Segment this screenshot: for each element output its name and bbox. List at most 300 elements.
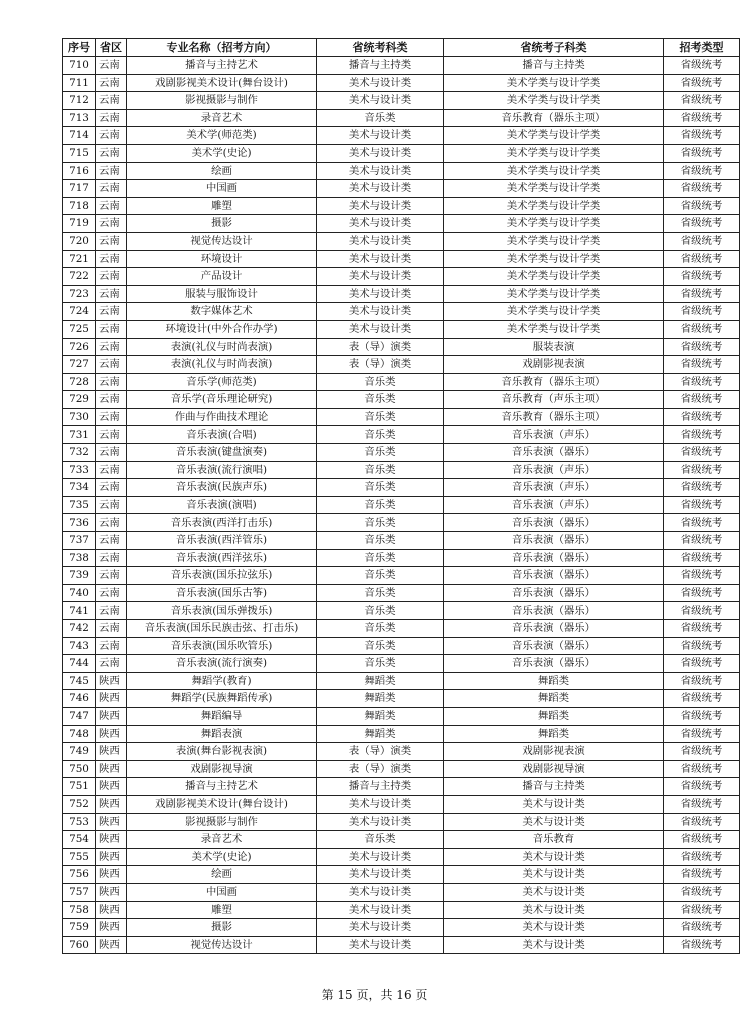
row-exam-category: 音乐类	[317, 391, 444, 409]
table-row	[63, 162, 740, 180]
row-admission-type: 省级统考	[664, 162, 740, 180]
row-exam-category: 美术与设计类	[317, 250, 444, 268]
row-province: 云南	[96, 356, 127, 374]
table-row	[63, 778, 740, 796]
row-exam-subcategory: 舞蹈类	[444, 725, 664, 743]
row-exam-subcategory: 音乐表演（器乐）	[444, 444, 664, 462]
row-index: 739	[63, 567, 96, 585]
row-exam-category: 音乐类	[317, 567, 444, 585]
row-exam-subcategory: 美术学类与设计学类	[444, 74, 664, 92]
row-major: 中国画	[127, 883, 317, 901]
row-exam-category: 音乐类	[317, 444, 444, 462]
row-province: 云南	[96, 532, 127, 550]
table-row	[63, 936, 740, 954]
row-major: 摄影	[127, 215, 317, 233]
row-admission-type: 省级统考	[664, 866, 740, 884]
row-exam-category: 美术与设计类	[317, 883, 444, 901]
row-exam-subcategory: 音乐教育（器乐主项）	[444, 373, 664, 391]
row-major: 雕塑	[127, 197, 317, 215]
page-footer: 第 15 页，共 16 页	[321, 988, 428, 1002]
row-major: 播音与主持艺术	[127, 778, 317, 796]
row-exam-category: 美术与设计类	[317, 848, 444, 866]
row-exam-subcategory: 音乐表演（器乐）	[444, 637, 664, 655]
table-row	[63, 725, 740, 743]
row-major: 音乐表演(西洋管乐)	[127, 532, 317, 550]
row-province: 云南	[96, 144, 127, 162]
row-major: 表演(舞台影视表演)	[127, 743, 317, 761]
row-exam-subcategory: 音乐表演（器乐）	[444, 655, 664, 673]
row-admission-type: 省级统考	[664, 637, 740, 655]
row-major: 录音艺术	[127, 109, 317, 127]
row-exam-subcategory: 音乐表演（器乐）	[444, 602, 664, 620]
row-province: 陕西	[96, 866, 127, 884]
row-exam-subcategory: 音乐教育	[444, 831, 664, 849]
row-admission-type: 省级统考	[664, 268, 740, 286]
row-exam-subcategory: 美术学类与设计学类	[444, 92, 664, 110]
row-province: 云南	[96, 162, 127, 180]
table-row	[63, 232, 740, 250]
row-major: 影视摄影与制作	[127, 92, 317, 110]
row-admission-type: 省级统考	[664, 655, 740, 673]
row-major: 产品设计	[127, 268, 317, 286]
row-index: 745	[63, 672, 96, 690]
row-exam-category: 音乐类	[317, 602, 444, 620]
row-major: 戏剧影视导演	[127, 760, 317, 778]
row-major: 音乐表演(流行演奏)	[127, 655, 317, 673]
row-index: 724	[63, 303, 96, 321]
table-row	[63, 303, 740, 321]
row-exam-subcategory: 音乐表演（声乐）	[444, 479, 664, 497]
row-exam-category: 音乐类	[317, 426, 444, 444]
row-province: 陕西	[96, 778, 127, 796]
row-province: 陕西	[96, 848, 127, 866]
row-index: 741	[63, 602, 96, 620]
table-row	[63, 848, 740, 866]
row-province: 云南	[96, 620, 127, 638]
row-admission-type: 省级统考	[664, 109, 740, 127]
table-row	[63, 391, 740, 409]
row-exam-category: 音乐类	[317, 637, 444, 655]
row-index: 746	[63, 690, 96, 708]
row-province: 云南	[96, 338, 127, 356]
table-row	[63, 479, 740, 497]
row-major: 音乐表演(国乐民族击弦、打击乐)	[127, 620, 317, 638]
row-exam-subcategory: 戏剧影视表演	[444, 743, 664, 761]
row-major: 舞蹈编导	[127, 707, 317, 725]
row-major: 服装与服饰设计	[127, 285, 317, 303]
row-major: 美术学(师范类)	[127, 127, 317, 145]
table-row	[63, 127, 740, 145]
row-index: 758	[63, 901, 96, 919]
row-exam-subcategory: 美术与设计类	[444, 795, 664, 813]
row-province: 云南	[96, 408, 127, 426]
row-admission-type: 省级统考	[664, 690, 740, 708]
row-major: 绘画	[127, 162, 317, 180]
row-exam-category: 美术与设计类	[317, 285, 444, 303]
row-admission-type: 省级统考	[664, 848, 740, 866]
row-index: 735	[63, 496, 96, 514]
row-admission-type: 省级统考	[664, 197, 740, 215]
row-exam-subcategory: 音乐教育（器乐主项）	[444, 408, 664, 426]
row-exam-category: 美术与设计类	[317, 813, 444, 831]
row-major: 音乐表演(键盘演奏)	[127, 444, 317, 462]
row-province: 云南	[96, 461, 127, 479]
row-exam-category: 美术与设计类	[317, 162, 444, 180]
table-row	[63, 197, 740, 215]
table-row	[63, 338, 740, 356]
table-row	[63, 602, 740, 620]
row-major: 音乐表演(民族声乐)	[127, 479, 317, 497]
row-major: 舞蹈学(教育)	[127, 672, 317, 690]
row-admission-type: 省级统考	[664, 795, 740, 813]
row-admission-type: 省级统考	[664, 232, 740, 250]
row-index: 716	[63, 162, 96, 180]
row-province: 云南	[96, 127, 127, 145]
row-index: 727	[63, 356, 96, 374]
table-row	[63, 901, 740, 919]
row-exam-category: 音乐类	[317, 408, 444, 426]
row-province: 陕西	[96, 813, 127, 831]
row-exam-subcategory: 美术与设计类	[444, 901, 664, 919]
row-admission-type: 省级统考	[664, 496, 740, 514]
row-major: 录音艺术	[127, 831, 317, 849]
table-row	[63, 215, 740, 233]
table-row	[63, 637, 740, 655]
row-exam-category: 音乐类	[317, 496, 444, 514]
row-province: 云南	[96, 514, 127, 532]
row-major: 音乐表演(国乐吹管乐)	[127, 637, 317, 655]
row-admission-type: 省级统考	[664, 725, 740, 743]
row-major: 舞蹈学(民族舞蹈传承)	[127, 690, 317, 708]
row-exam-subcategory: 美术与设计类	[444, 848, 664, 866]
row-major: 播音与主持艺术	[127, 57, 317, 75]
row-exam-category: 美术与设计类	[317, 795, 444, 813]
row-admission-type: 省级统考	[664, 514, 740, 532]
row-exam-subcategory: 美术学类与设计学类	[444, 197, 664, 215]
table-row	[63, 74, 740, 92]
table-row	[63, 373, 740, 391]
row-major: 音乐表演(国乐弹拨乐)	[127, 602, 317, 620]
row-province: 云南	[96, 637, 127, 655]
row-major: 美术学(史论)	[127, 848, 317, 866]
row-exam-category: 音乐类	[317, 373, 444, 391]
row-index: 751	[63, 778, 96, 796]
row-index: 743	[63, 637, 96, 655]
row-exam-subcategory: 服装表演	[444, 338, 664, 356]
row-exam-subcategory: 舞蹈类	[444, 707, 664, 725]
row-major: 音乐表演(国乐拉弦乐)	[127, 567, 317, 585]
row-admission-type: 省级统考	[664, 303, 740, 321]
row-exam-subcategory: 音乐表演（声乐）	[444, 426, 664, 444]
row-exam-subcategory: 舞蹈类	[444, 690, 664, 708]
row-province: 云南	[96, 444, 127, 462]
row-province: 云南	[96, 250, 127, 268]
row-major: 音乐表演(西洋弦乐)	[127, 549, 317, 567]
row-province: 云南	[96, 180, 127, 198]
row-admission-type: 省级统考	[664, 831, 740, 849]
row-exam-subcategory: 美术学类与设计学类	[444, 303, 664, 321]
row-exam-category: 表（导）演类	[317, 760, 444, 778]
row-index: 711	[63, 74, 96, 92]
row-admission-type: 省级统考	[664, 320, 740, 338]
row-exam-subcategory: 播音与主持类	[444, 57, 664, 75]
row-exam-category: 舞蹈类	[317, 690, 444, 708]
row-index: 753	[63, 813, 96, 831]
row-exam-subcategory: 音乐表演（器乐）	[444, 567, 664, 585]
row-province: 云南	[96, 655, 127, 673]
table-row	[63, 813, 740, 831]
row-admission-type: 省级统考	[664, 549, 740, 567]
enrollment-table	[62, 38, 740, 954]
row-admission-type: 省级统考	[664, 250, 740, 268]
row-admission-type: 省级统考	[664, 180, 740, 198]
row-index: 752	[63, 795, 96, 813]
row-index: 760	[63, 936, 96, 954]
table-row	[63, 584, 740, 602]
row-province: 云南	[96, 74, 127, 92]
row-index: 721	[63, 250, 96, 268]
row-major: 音乐表演(国乐古筝)	[127, 584, 317, 602]
row-major: 影视摄影与制作	[127, 813, 317, 831]
row-index: 744	[63, 655, 96, 673]
row-province: 陕西	[96, 672, 127, 690]
header-exam-subcategory: 省统考子科类	[444, 39, 664, 57]
row-admission-type: 省级统考	[664, 356, 740, 374]
row-exam-subcategory: 美术与设计类	[444, 919, 664, 937]
row-exam-category: 表（导）演类	[317, 356, 444, 374]
row-admission-type: 省级统考	[664, 127, 740, 145]
table-row	[63, 57, 740, 75]
row-index: 720	[63, 232, 96, 250]
row-province: 陕西	[96, 690, 127, 708]
row-index: 749	[63, 743, 96, 761]
row-admission-type: 省级统考	[664, 567, 740, 585]
row-exam-category: 音乐类	[317, 620, 444, 638]
row-admission-type: 省级统考	[664, 391, 740, 409]
row-index: 718	[63, 197, 96, 215]
row-province: 云南	[96, 109, 127, 127]
row-exam-category: 美术与设计类	[317, 144, 444, 162]
row-province: 云南	[96, 426, 127, 444]
row-exam-subcategory: 音乐表演（器乐）	[444, 584, 664, 602]
row-exam-category: 美术与设计类	[317, 92, 444, 110]
row-exam-subcategory: 音乐表演（器乐）	[444, 549, 664, 567]
row-exam-subcategory: 美术学类与设计学类	[444, 144, 664, 162]
row-exam-category: 美术与设计类	[317, 180, 444, 198]
table-row	[63, 690, 740, 708]
row-index: 740	[63, 584, 96, 602]
row-major: 视觉传达设计	[127, 232, 317, 250]
table-row	[63, 285, 740, 303]
row-exam-subcategory: 音乐教育（声乐主项）	[444, 391, 664, 409]
row-index: 733	[63, 461, 96, 479]
row-major: 摄影	[127, 919, 317, 937]
row-major: 戏剧影视美术设计(舞台设计)	[127, 795, 317, 813]
row-exam-category: 音乐类	[317, 549, 444, 567]
row-exam-subcategory: 美术与设计类	[444, 936, 664, 954]
table-row	[63, 919, 740, 937]
row-exam-category: 播音与主持类	[317, 57, 444, 75]
row-admission-type: 省级统考	[664, 707, 740, 725]
row-admission-type: 省级统考	[664, 602, 740, 620]
row-province: 陕西	[96, 831, 127, 849]
row-index: 714	[63, 127, 96, 145]
row-index: 712	[63, 92, 96, 110]
row-exam-subcategory: 美术学类与设计学类	[444, 268, 664, 286]
row-major: 环境设计	[127, 250, 317, 268]
row-admission-type: 省级统考	[664, 532, 740, 550]
row-admission-type: 省级统考	[664, 215, 740, 233]
row-province: 陕西	[96, 743, 127, 761]
row-exam-subcategory: 美术学类与设计学类	[444, 250, 664, 268]
row-exam-category: 美术与设计类	[317, 919, 444, 937]
row-province: 云南	[96, 479, 127, 497]
row-major: 美术学(史论)	[127, 144, 317, 162]
row-index: 754	[63, 831, 96, 849]
row-province: 云南	[96, 303, 127, 321]
table-row	[63, 461, 740, 479]
row-exam-category: 播音与主持类	[317, 778, 444, 796]
row-index: 726	[63, 338, 96, 356]
row-exam-category: 美术与设计类	[317, 936, 444, 954]
row-admission-type: 省级统考	[664, 813, 740, 831]
row-province: 陕西	[96, 707, 127, 725]
row-admission-type: 省级统考	[664, 901, 740, 919]
row-index: 750	[63, 760, 96, 778]
row-exam-category: 舞蹈类	[317, 672, 444, 690]
table-row	[63, 356, 740, 374]
table-row	[63, 144, 740, 162]
row-exam-subcategory: 美术学类与设计学类	[444, 162, 664, 180]
row-admission-type: 省级统考	[664, 461, 740, 479]
row-exam-subcategory: 美术学类与设计学类	[444, 320, 664, 338]
row-index: 715	[63, 144, 96, 162]
row-admission-type: 省级统考	[664, 285, 740, 303]
header-province: 省区	[96, 39, 127, 57]
row-exam-subcategory: 美术学类与设计学类	[444, 285, 664, 303]
row-index: 725	[63, 320, 96, 338]
table-row	[63, 883, 740, 901]
row-exam-category: 表（导）演类	[317, 743, 444, 761]
row-exam-category: 音乐类	[317, 584, 444, 602]
row-exam-category: 表（导）演类	[317, 338, 444, 356]
row-major: 表演(礼仪与时尚表演)	[127, 338, 317, 356]
row-province: 云南	[96, 496, 127, 514]
row-exam-subcategory: 舞蹈类	[444, 672, 664, 690]
row-major: 舞蹈表演	[127, 725, 317, 743]
table-row	[63, 109, 740, 127]
row-index: 737	[63, 532, 96, 550]
row-admission-type: 省级统考	[664, 408, 740, 426]
row-index: 729	[63, 391, 96, 409]
row-admission-type: 省级统考	[664, 92, 740, 110]
table-row	[63, 92, 740, 110]
row-index: 757	[63, 883, 96, 901]
row-major: 表演(礼仪与时尚表演)	[127, 356, 317, 374]
row-exam-category: 音乐类	[317, 461, 444, 479]
row-exam-subcategory: 美术与设计类	[444, 866, 664, 884]
table-row	[63, 514, 740, 532]
table-row	[63, 532, 740, 550]
row-major: 音乐表演(西洋打击乐)	[127, 514, 317, 532]
row-exam-category: 音乐类	[317, 831, 444, 849]
row-major: 音乐表演(演唱)	[127, 496, 317, 514]
row-major: 中国画	[127, 180, 317, 198]
row-index: 732	[63, 444, 96, 462]
row-admission-type: 省级统考	[664, 426, 740, 444]
row-exam-category: 美术与设计类	[317, 268, 444, 286]
row-exam-category: 音乐类	[317, 109, 444, 127]
row-province: 云南	[96, 57, 127, 75]
table-row	[63, 672, 740, 690]
row-admission-type: 省级统考	[664, 479, 740, 497]
table-row	[63, 496, 740, 514]
row-exam-category: 美术与设计类	[317, 127, 444, 145]
row-index: 756	[63, 866, 96, 884]
row-exam-subcategory: 播音与主持类	[444, 778, 664, 796]
row-index: 730	[63, 408, 96, 426]
header-exam-category: 省统考科类	[317, 39, 444, 57]
row-exam-category: 音乐类	[317, 655, 444, 673]
row-index: 722	[63, 268, 96, 286]
row-admission-type: 省级统考	[664, 74, 740, 92]
row-index: 738	[63, 549, 96, 567]
row-exam-subcategory: 美术学类与设计学类	[444, 127, 664, 145]
row-exam-subcategory: 音乐表演（声乐）	[444, 461, 664, 479]
row-major: 音乐学(音乐理论研究)	[127, 391, 317, 409]
row-major: 视觉传达设计	[127, 936, 317, 954]
row-index: 719	[63, 215, 96, 233]
header-major: 专业名称（招考方向）	[127, 39, 317, 57]
row-index: 710	[63, 57, 96, 75]
table-row	[63, 831, 740, 849]
row-major: 环境设计(中外合作办学)	[127, 320, 317, 338]
table-row	[63, 320, 740, 338]
row-province: 云南	[96, 584, 127, 602]
row-province: 陕西	[96, 760, 127, 778]
row-major: 音乐学(师范类)	[127, 373, 317, 391]
row-exam-subcategory: 音乐表演（器乐）	[444, 620, 664, 638]
row-admission-type: 省级统考	[664, 743, 740, 761]
table-row	[63, 444, 740, 462]
row-exam-subcategory: 美术学类与设计学类	[444, 232, 664, 250]
table-row	[63, 268, 740, 286]
header-admission-type: 招考类型	[664, 39, 740, 57]
row-province: 陕西	[96, 795, 127, 813]
row-admission-type: 省级统考	[664, 760, 740, 778]
row-index: 736	[63, 514, 96, 532]
table-row	[63, 707, 740, 725]
row-admission-type: 省级统考	[664, 57, 740, 75]
row-province: 陕西	[96, 725, 127, 743]
table-row	[63, 620, 740, 638]
row-admission-type: 省级统考	[664, 620, 740, 638]
row-admission-type: 省级统考	[664, 672, 740, 690]
table-row	[63, 180, 740, 198]
row-index: 747	[63, 707, 96, 725]
row-exam-category: 音乐类	[317, 514, 444, 532]
table-row	[63, 795, 740, 813]
row-province: 陕西	[96, 883, 127, 901]
row-province: 云南	[96, 197, 127, 215]
row-major: 作曲与作曲技术理论	[127, 408, 317, 426]
header-index: 序号	[63, 39, 96, 57]
row-major: 音乐表演(合唱)	[127, 426, 317, 444]
row-exam-category: 美术与设计类	[317, 303, 444, 321]
row-exam-category: 音乐类	[317, 532, 444, 550]
row-index: 728	[63, 373, 96, 391]
row-admission-type: 省级统考	[664, 338, 740, 356]
